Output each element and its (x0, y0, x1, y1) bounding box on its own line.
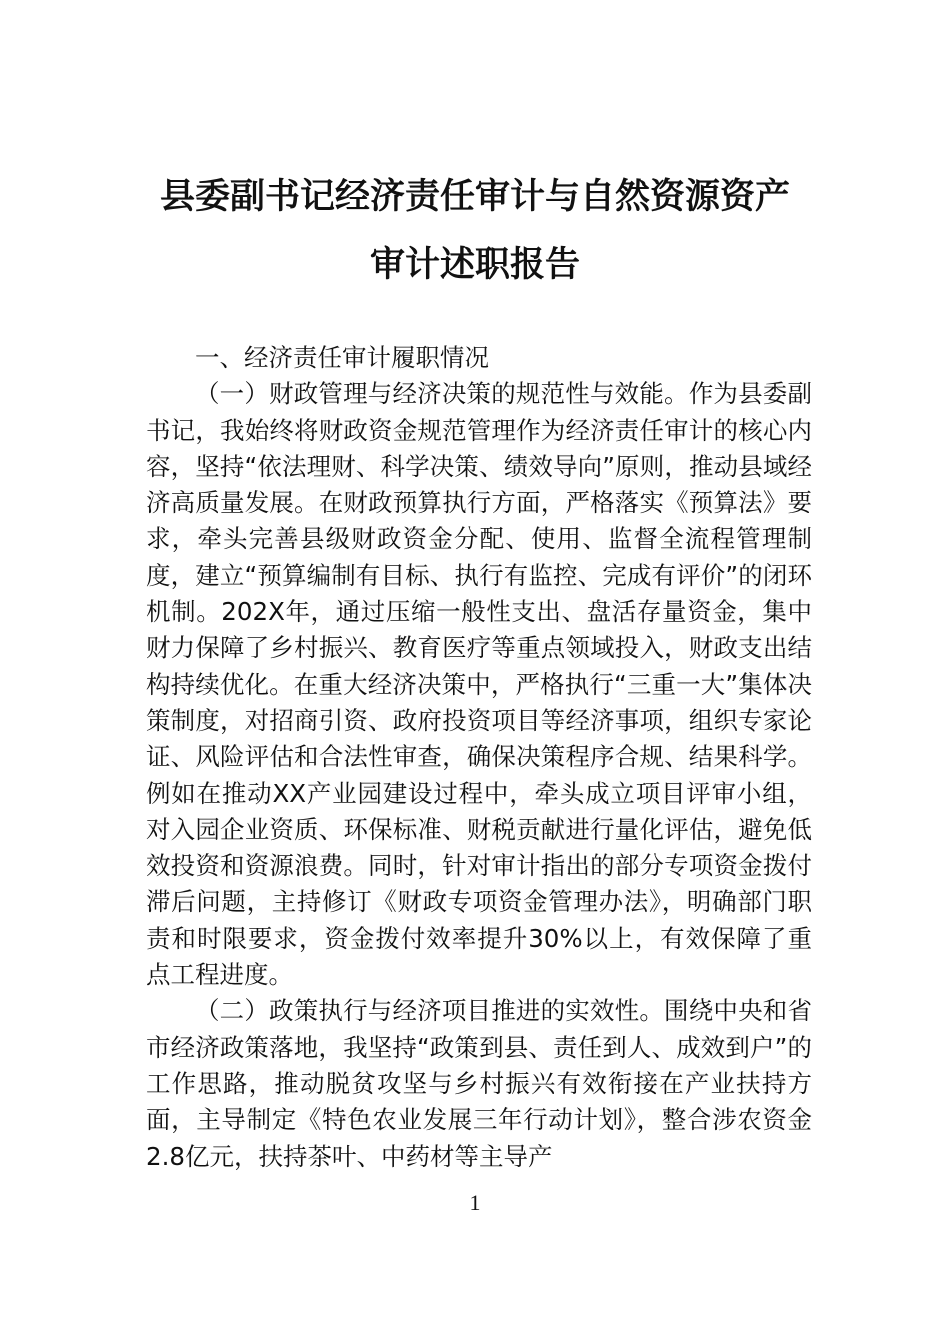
page-number: 1 (469, 1190, 481, 1215)
document-body (146, 340, 812, 1175)
document-title-line-1: 县委副书记经济责任审计与自然资源资产 (159, 177, 790, 217)
paragraph-1: （一）财政管理与经济决策的规范性与效能。作为县委副书记，我始终将财政资金规范管理作为经济责任审计的核心内容，坚持“依法理财、科学决策、绩效导向”原则，推动县域经济高质量发展。在财政预算执行方面，严格落实《预算法》要求，牵头完善县级财政资金分配、使用、监督全流程管理制度，建立“预算编制有目标、执行有监控、完成有评价”的闭环机制。202X年，通过压缩一般性支出、盘活存量资金，集中财力保障了乡村振兴、教育医疗等重点领域投入，财政支出结构持续优化。在重大经济决策中，严格执行“三重一大”集体决策制度，对招商引资、政府投资项目等经济事项，组织专家论证、风险评估和合法性审查，确保决策程序合规、结果科学。例如在推动XX产业园建设过程中，牵头成立项目评审小组，对入园企业资质、环保标准、财税贡献进行量化评估，避免低效投资和资源浪费。同时，针对审计指出的部分专项资金拨付滞后问题，主持修订《财政专项资金管理办法》，明确部门职责和时限要求，资金拨付效率提升30%以上，有效保障了重点工程进度。 (146, 379, 812, 990)
section-heading: 一、经济责任审计履职情况 (195, 343, 489, 372)
paragraph-2: （二）政策执行与经济项目推进的实效性。围绕中央和省市经济政策落地，我坚持“政策到县、责任到人、成效到户”的工作思路，推动脱贫攻坚与乡村振兴有效衔接在产业扶持方面，主导制定《特色农业发展三年行动计划》，整合涉农资金2.8亿元，扶持茶叶、中药材等主导产 (146, 996, 812, 1171)
document-title-line-2: 审计述职报告 (369, 245, 580, 285)
